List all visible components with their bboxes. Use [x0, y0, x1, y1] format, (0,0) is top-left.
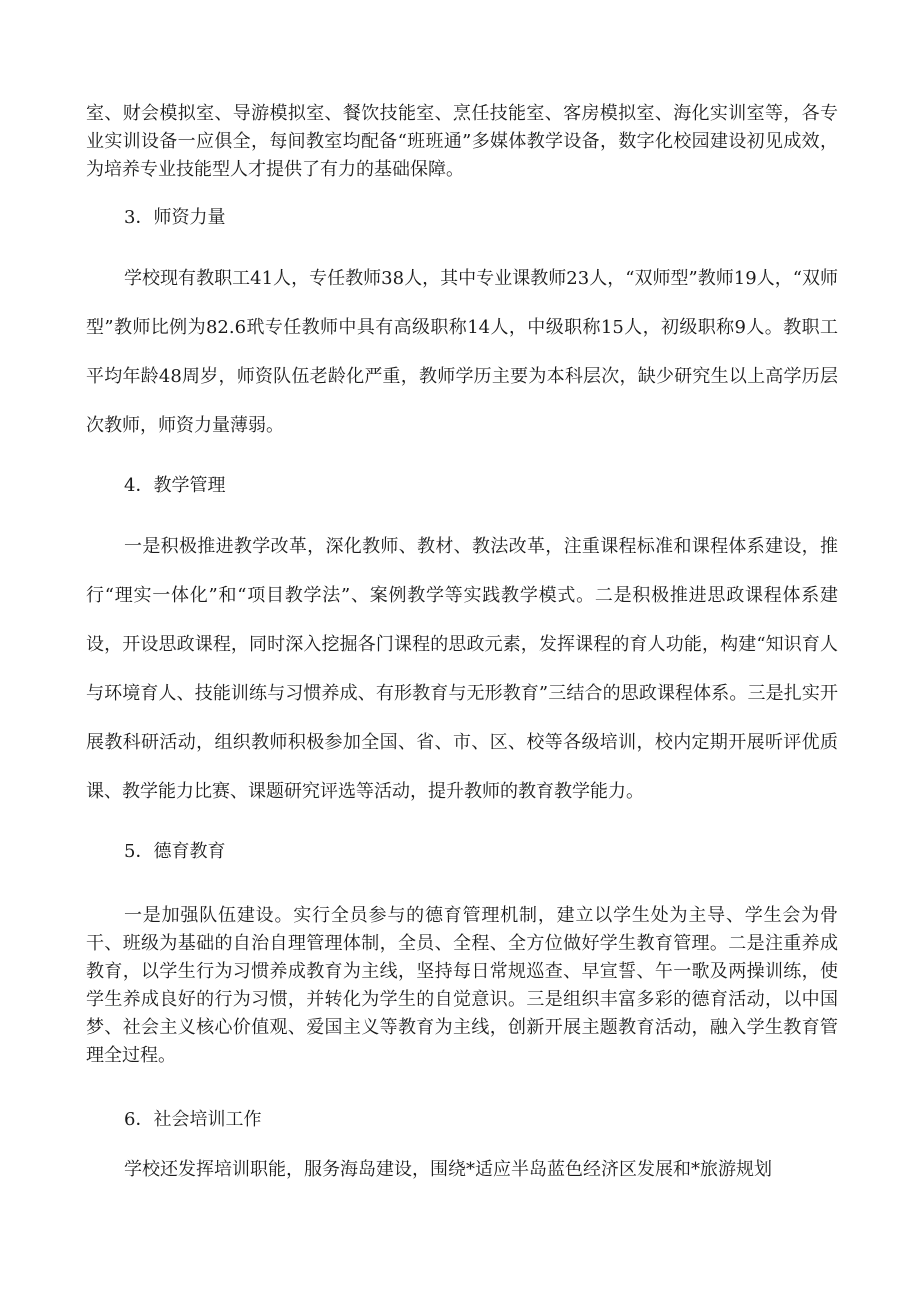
- paragraph-moral: 一是加强队伍建设。实行全员参与的德育管理机制，建立以学生处为主导、学生会为骨干、班级为基础的自治自理管理体制，全员、全程、全方位做好学生教育管理。二是注重养成教育，以学生行为习惯养成教育为主线，坚持每日常规巡查、早宣誓、午一歌及两操训练，使学生养成良好的行为习惯，并转化为学生的自觉意识。三是组织丰富多彩的德育活动，以中国梦、社会主义核心价值观、爱国主义等教育为主线，创新开展主题教育活动，融入学生教育管理全过程。: [86, 905, 838, 1066]
- paragraph-facilities: 室、财会模拟室、导游模拟室、餐饮技能室、烹任技能室、客房模拟室、海化实训室等，各专业实训设备一应俱全，每间教室均配备“班班通”多媒体教学设备，数字化校园建设初见成效，为培养专业技能型人才提供了有力的基础保障。: [86, 103, 838, 180]
- section-heading-faculty: 3．师资力量: [124, 207, 226, 228]
- paragraph-training: 学校还发挥培训职能，服务海岛建设，围绕*适应半岛蓝色经济区发展和*旅游规划: [124, 1159, 772, 1180]
- spacer: [86, 1070, 838, 1106]
- spacer: [86, 232, 838, 254]
- spacer: [86, 1134, 838, 1156]
- spacer: [86, 866, 838, 902]
- section-heading-teaching: 4．教学管理: [124, 475, 226, 496]
- spacer: [86, 500, 838, 522]
- section-heading-moral: 5．德育教育: [124, 841, 226, 862]
- spacer: [86, 816, 838, 838]
- spacer: [86, 450, 838, 472]
- spacer: [86, 184, 838, 204]
- paragraph-teaching: 一是积极推进教学改革，深化教师、教材、教法改革，注重课程标准和课程体系建设，推行“理实一体化”和“项目教学法”、案例教学等实践教学模式。二是积极推进思政课程体系建设，开设思政课程，同时深入挖掘各门课程的思政元素，发挥课程的育人功能，构建“知识育人与环境育人、技能训练与习惯养成、有形教育与无形教育”三结合的思政课程体系。三是扎实开展教科研活动，组织教师积极参加全国、省、市、区、校等各级培训，校内定期开展听评优质课、教学能力比赛、课题研究评选等活动，提升教师的教育教学能力。: [86, 536, 838, 802]
- document-page: [86, 100, 838, 1184]
- paragraph-faculty: 学校现有教职工41人，专任教师38人，其中专业课教师23人，“双师型”教师19人，“双师型”教师比例为82.6玳专任教师中具有高级职称14人，中级职称15人，初级职称9人。教职工平均年龄48周岁，师资队伍老龄化严重，教师学历主要为本科层次，缺少研究生以上高学历层次教师，师资力量薄弱。: [86, 268, 838, 436]
- section-heading-training: 6．社会培训工作: [124, 1109, 262, 1130]
